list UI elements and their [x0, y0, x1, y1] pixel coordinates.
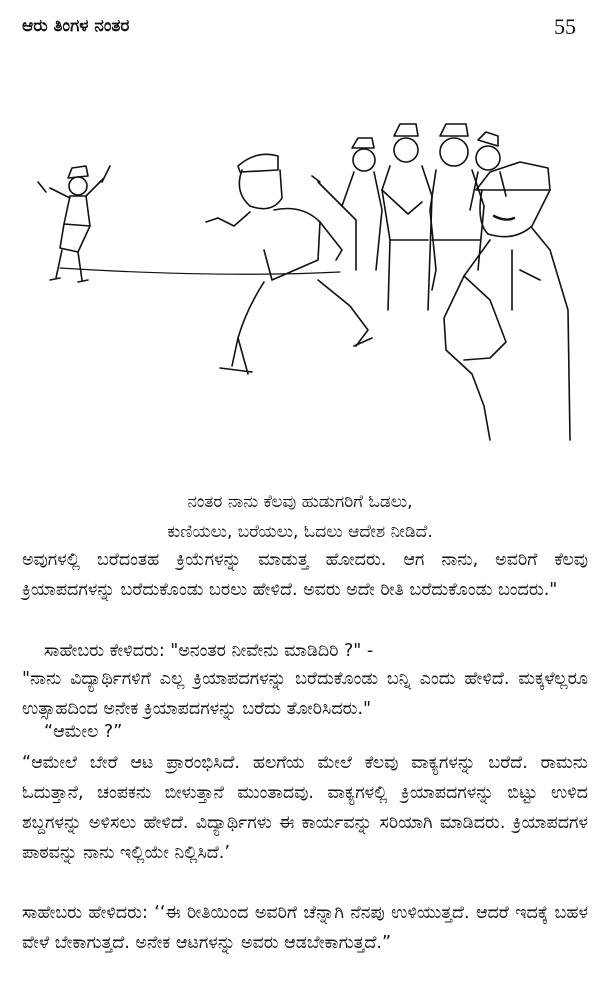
paragraph-6: ಸಾಹೇಬರು ಹೇಳಿದರು: ‘‘ಈ ರೀತಿಯಿಂದ ಅವರಿಗೆ ಚೆನ್ನಾಗಿ ನೆನಪು ಉಳಿಯುತ್ತದೆ. ಆದರೆ ಇದಕ್ಕೆ ಬಹಳ ವೇಳೆ ಬೇಕಾಗುತ್ತದೆ. ಅನೇಕ ಆಟಗಳನ್ನು ಅವರು ಆಡಬೇಕಾಗುತ್ತದೆ.”	[22, 903, 588, 953]
page-number: 55	[554, 14, 576, 39]
illustration	[20, 110, 580, 470]
paragraph-4: “ಆಮೇಲ ?”	[44, 722, 123, 742]
man-with-cap-figure	[444, 162, 570, 440]
paragraph-2: ಸಾಹೇಬರು ಕೇಳಿದರು: "ಅನಂತರ ನೀವೇನು ಮಾಡಿದಿರಿ ?" -	[44, 641, 374, 661]
paragraph-1: ಅವುಗಳಲ್ಲಿ ಬರೆದಂತಹ ಕ್ರಿಯೆಗಳನ್ನು ಮಾಡುತ್ತ ಹೋದರು. ಆಗ ನಾನು, ಅವರಿಗೆ ಕೆಲವು ಕ್ರಿಯಾಪದಗಳನ್ನು ಬರೆದುಕೊಂಡು ಬರಲು ಹೇಳಿದೆ. ಅವರು ಅದೇ ರೀತಿ ಬರೆದುಕೊಂಡು ಬಂದರು."	[22, 550, 588, 600]
caption-line-1: ನಂತರ ನಾನು ಕೆಲವು ಹುಡುಗರಿಗೆ ಓಡಲು,	[187, 492, 413, 512]
paragraph-5: “ಆಮೇಲೆ ಬೇರೆ ಆಟ ಪ್ರಾರಂಭಿಸಿದೆ. ಹಲಗೆಯ ಮೇಲೆ ಕೆಲವು ವಾಕ್ಯಗಳನ್ನು ಬರೆದೆ. ರಾಮನು ಓದುತ್ತಾನೆ, ಚಂಪಕನು ಬೀಳುತ್ತಾನೆ ಮುಂತಾದವು. ವಾಕ್ಯಗಳಲ್ಲಿ ಕ್ರಿಯಾಪದಗಳನ್ನು ಬಿಟ್ಟು ಉಳಿದ ಶಬ್ದಗಳನ್ನು ಅಳಿಸಲು ಹೇಳಿದೆ. ವಿದ್ಯಾರ್ಥಿಗಳು ಈ ಕಾರ್ಯವನ್ನು ಸರಿಯಾಗಿ ಮಾಡಿದರು. ಕ್ರಿಯಾಪದಗಳ ಪಾಠವನ್ನು ನಾನು ಇಲ್ಲಿಯೇ ನಿಲ್ಲಿಸಿದೆ.’	[22, 753, 588, 863]
running-boy-figure	[206, 154, 372, 374]
paragraph-3: "ನಾನು ವಿದ್ಯಾರ್ಥಿಗಳಿಗೆ ಎಲ್ಲ ಕ್ರಿಯಾಪದಗಳನ್ನು ಬರೆದುಕೊಂಡು ಬನ್ನಿ ಎಂದು ಹೇಳಿದೆ. ಮಕ್ಕಳೆಲ್ಲರೂ ಉತ್ಸಾಹದಿಂದ ಅನೇಕ ಕ್ರಿಯಾಪದಗಳನ್ನು ಬರೆದು ತೋರಿಸಿದರು."	[22, 669, 588, 719]
group-of-boys	[312, 124, 506, 310]
chapter-title: ಆರು ತಿಂಗಳ ನಂತರ	[22, 16, 130, 36]
left-boy-figure	[38, 166, 110, 282]
caption-line-2: ಕುಣಿಯಲು, ಬರೆಯಲು, ಓದಲು ಆದೇಶ ನೀಡಿದೆ.	[167, 522, 433, 542]
